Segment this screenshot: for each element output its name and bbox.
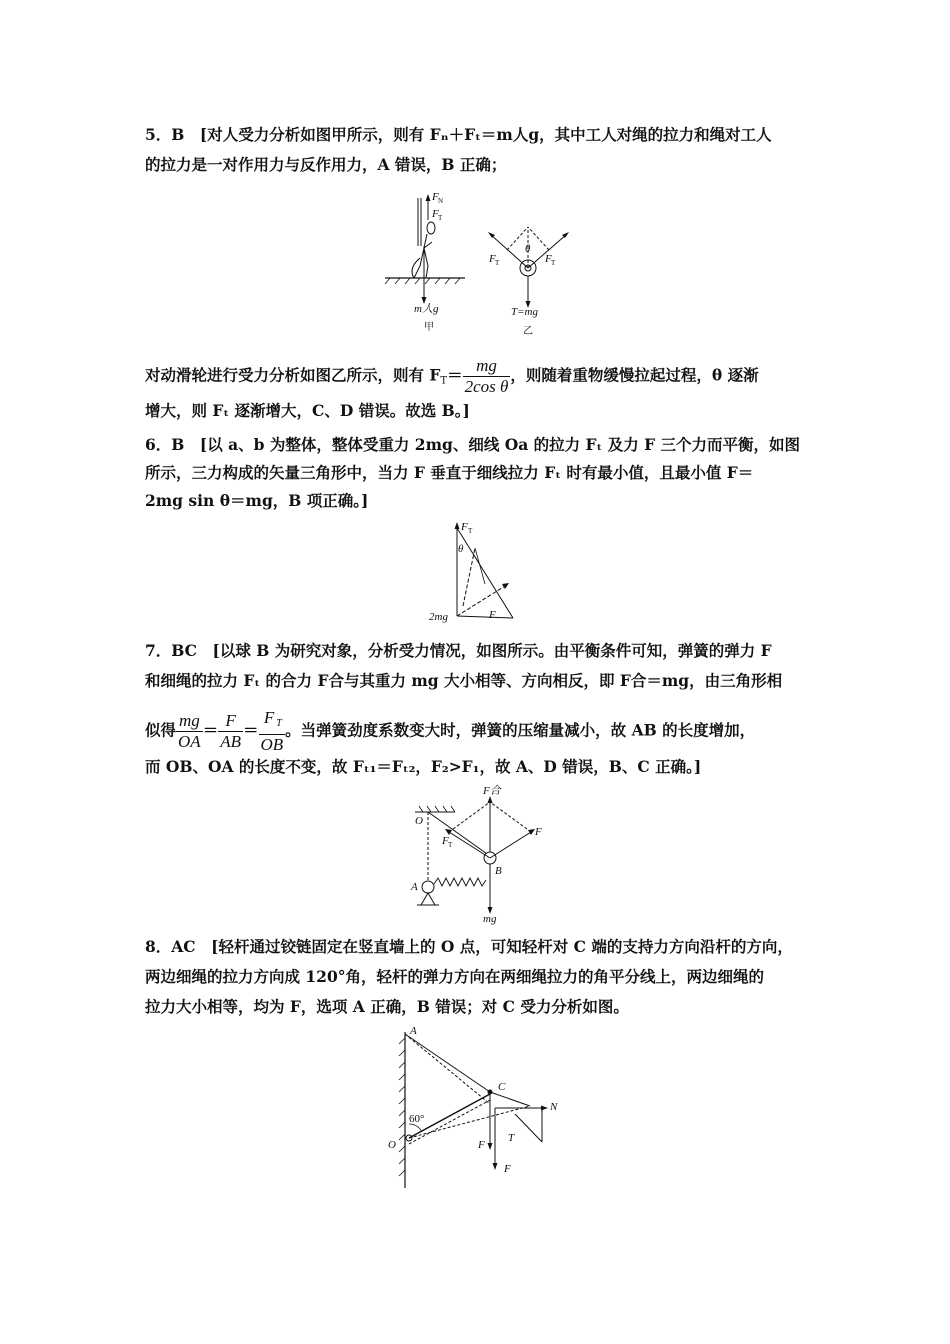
q7-line3: 似得 $\frac{mg}{OA}$ ＝ $\frac{F}{AB}$ ＝ $\frac{F _T}{OB}$ 。当弹簧劲度系数变大时，弹簧的压缩量减小，故 AB 的长度增加，	[145, 708, 756, 754]
svg-text:T: T	[551, 259, 556, 267]
q8-line2: 两边细绳的拉力方向成 120°角，轻杆的弹力方向在两细绳拉力的角平分线上，两边细绳的	[145, 967, 765, 986]
q5-figure-jia	[380, 186, 475, 336]
q5-fraction: $\frac{mg}{\text{2cos θ}}$	[464, 356, 509, 396]
svg-text:F: F	[432, 191, 439, 203]
svg-text:T: T	[508, 1132, 515, 1144]
svg-text:N: N	[550, 1101, 558, 1113]
svg-text:F: F	[461, 521, 468, 533]
svg-text:F: F	[489, 609, 496, 621]
q7-fraction-1: $\frac{mg}{OA}$	[178, 711, 201, 751]
svg-text:T=mg: T=mg	[511, 306, 538, 318]
svg-text:F: F	[504, 1163, 511, 1175]
svg-text:T: T	[495, 259, 500, 267]
svg-text:A: A	[410, 1025, 417, 1037]
q8-figure	[380, 1024, 565, 1192]
q6-line1: 6．B [以 a、b 为整体，整体受重力 2mg、细线 Oa 的拉力 Fₜ 及力 F 三个力而平衡，如图	[145, 435, 800, 454]
svg-text:乙: 乙	[523, 326, 533, 337]
svg-text:A: A	[411, 881, 418, 893]
svg-text:θ: θ	[458, 543, 464, 555]
q7-figure	[405, 784, 555, 926]
q5-line2: 的拉力是一对作用力与反作用力，A 错误，B 正确；	[145, 155, 507, 174]
svg-text:60°: 60°	[409, 1113, 425, 1125]
svg-text:O: O	[388, 1139, 396, 1151]
svg-text:F: F	[478, 1139, 485, 1151]
svg-text:T: T	[438, 214, 443, 222]
q6-line3: 2mg sin θ＝mg，B 项正确。]	[145, 491, 369, 510]
svg-text:θ: θ	[525, 243, 531, 255]
q7-line4: 而 OB、OA 的长度不变，故 Fₜ₁＝Fₜ₂，F₂>F₁，故 A、D 错误，B、C 正确。]	[145, 757, 702, 776]
svg-text:T: T	[448, 841, 453, 849]
q7-fraction-3: $\frac{F _T}{OB}$	[260, 708, 284, 754]
q7-line1: 7．BC [以球 B 为研究对象，分析受力情况，如图所示。由平衡条件可知，弹簧的弹力 F	[145, 641, 772, 660]
q8-line3: 拉力大小相等，均为 F，选项 A 正确，B 错误；对 C 受力分析如图。	[145, 997, 629, 1016]
q5-line3: 对动滑轮进行受力分析如图乙所示，则有 $F_T=$ $\frac{mg}{\text{2cos θ}}$ ，则随着重物缓慢拉起过程，θ 逐渐	[145, 356, 759, 396]
q5-figure-yi	[485, 222, 575, 337]
svg-text:O: O	[415, 815, 423, 827]
q5-line1: 5．B [对人受力分析如图甲所示，则有 Fₙ＋Fₜ＝m人g，其中工人对绳的拉力和绳对工人	[145, 125, 772, 144]
svg-text:C: C	[498, 1081, 506, 1093]
svg-text:m人g: m人g	[414, 303, 439, 315]
q6-line2: 所示，三力构成的矢量三角形中，当力 F 垂直于细线拉力 Fₜ 时有最小值，且最小值 F＝	[145, 463, 754, 482]
q5-line4: 增大，则 Fₜ 逐渐增大，C、D 错误。故选 B。]	[145, 401, 470, 420]
svg-text:T: T	[468, 527, 473, 535]
svg-text:mg: mg	[483, 913, 497, 925]
svg-text:B: B	[495, 865, 502, 877]
svg-text:N: N	[438, 197, 444, 205]
svg-text:F: F	[432, 208, 439, 220]
q6-figure	[425, 518, 525, 628]
svg-text:2mg: 2mg	[429, 611, 448, 623]
svg-text:F: F	[489, 253, 496, 265]
svg-text:F: F	[442, 835, 449, 847]
q8-line1: 8．AC [轻杆通过铰链固定在竖直墙上的 O 点，可知轻杆对 C 端的支持力方向沿杆的方向，	[145, 937, 793, 956]
svg-text:F合: F合	[483, 785, 501, 797]
q7-fraction-2: $\frac{F}{AB}$	[220, 711, 241, 751]
svg-text:F: F	[535, 826, 542, 838]
q7-line2: 和细绳的拉力 Fₜ 的合力 F合与其重力 mg 大小相等、方向相反，即 F合＝mg，由三角形相	[145, 671, 783, 690]
svg-text:甲: 甲	[424, 322, 434, 333]
svg-text:F: F	[545, 253, 552, 265]
